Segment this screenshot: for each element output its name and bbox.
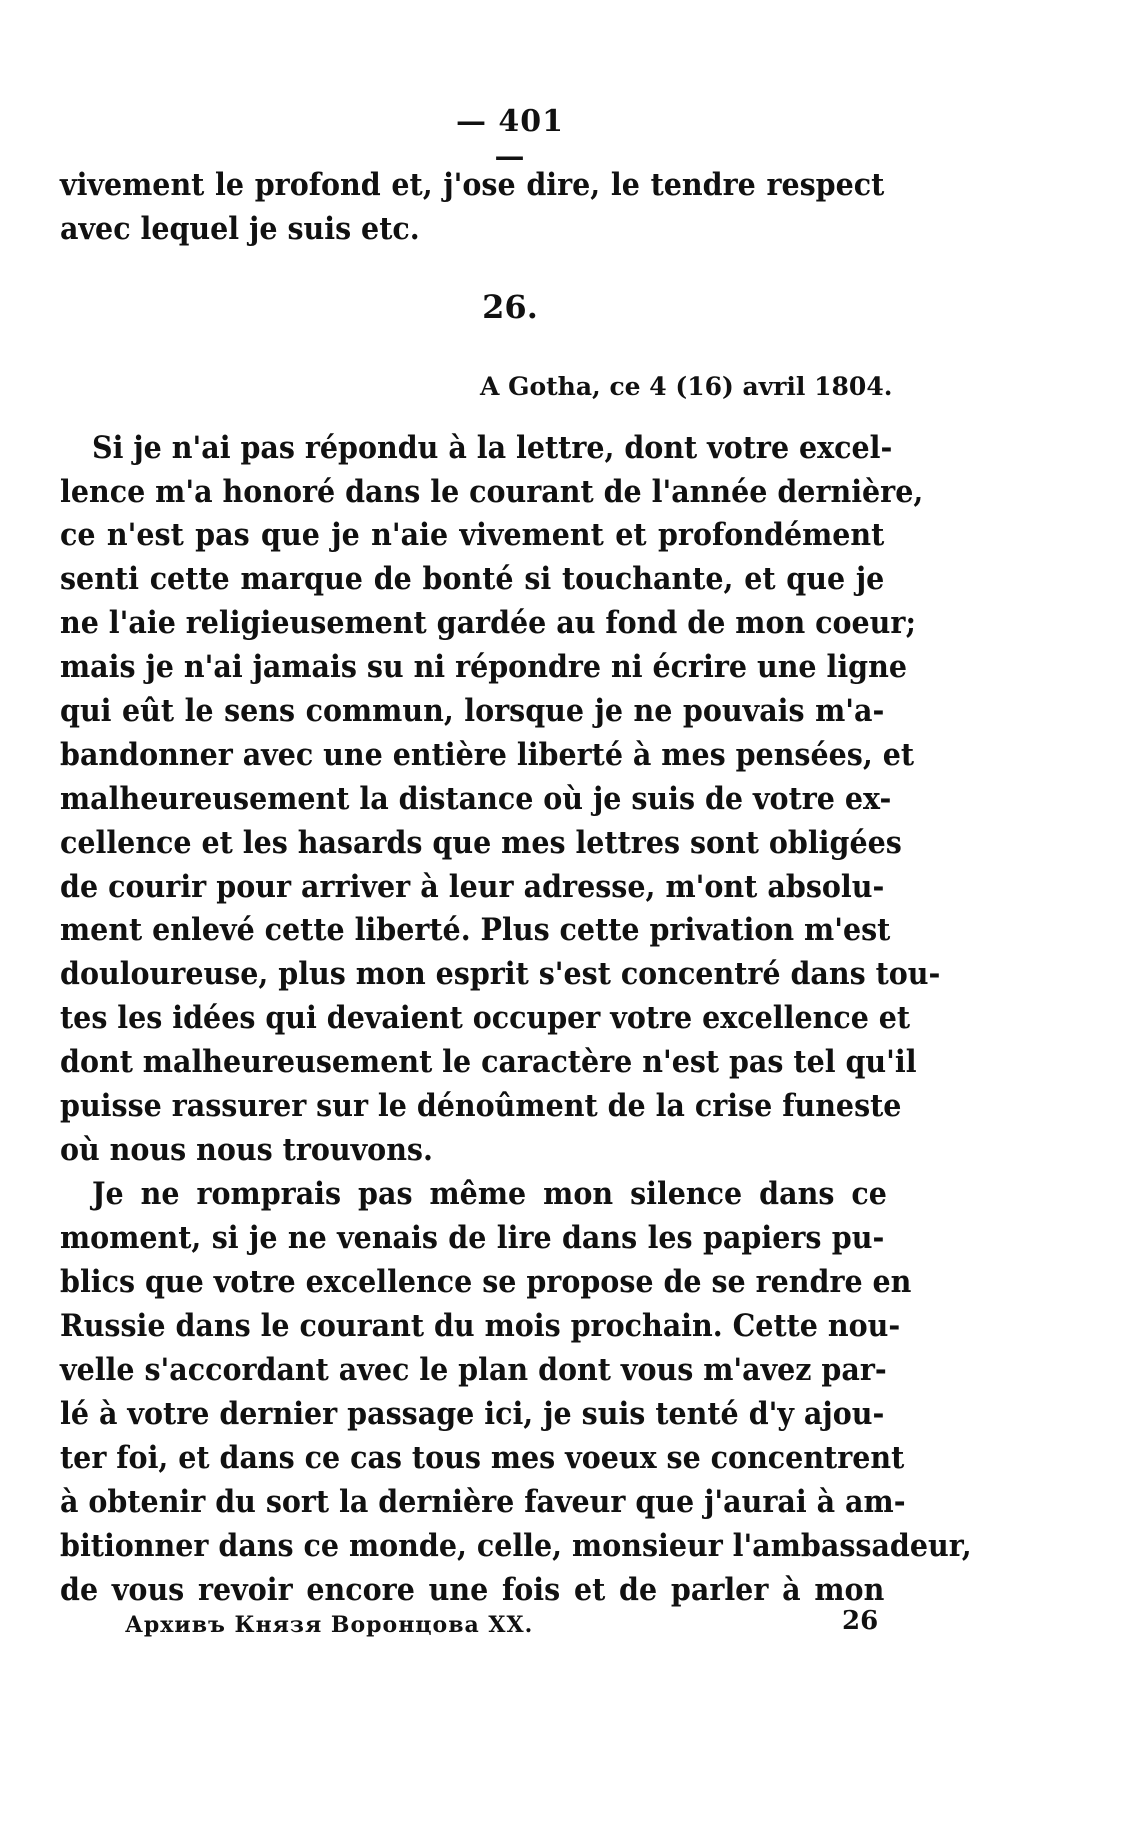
dateline: A Gotha, ce 4 (16) avril 1804.: [480, 372, 893, 401]
text-line: lence m'a honoré dans le courant de l'année dernière,: [60, 474, 924, 510]
text-line: moment, si je ne venais de lire dans les papiers pu-: [60, 1220, 885, 1256]
text-line: tes les idées qui devaient occuper votre excellence et: [60, 1000, 911, 1036]
text-line: senti cette marque de bonté si touchante, et que je: [60, 561, 885, 597]
footer-archive-title: Архивъ Князя Воронцова XX.: [125, 1612, 534, 1638]
text-line: malheureusement la distance où je suis de votre ex-: [60, 781, 892, 817]
text-line: vivement le profond et, j'ose dire, le tendre respect: [60, 167, 885, 203]
text-line: mais je n'ai jamais su ni répondre ni écrire une ligne: [60, 649, 908, 685]
page-number: — 401 —: [455, 104, 565, 174]
text-line: où nous nous trouvons.: [60, 1132, 433, 1168]
letter-number: 26.: [482, 288, 538, 326]
text-line: Si je n'ai pas répondu à la lettre, dont votre excel-: [92, 430, 893, 466]
text-line: ne l'aie religieusement gardée au fond de mon coeur;: [60, 605, 916, 641]
text-line: avec lequel je suis etc.: [60, 211, 420, 247]
text-line: bandonner avec une entière liberté à mes pensées, et: [60, 737, 915, 773]
text-line: qui eût le sens commun, lorsque je ne pouvais m'a-: [60, 693, 885, 729]
text-line: de vous revoir encore une fois et de parler à mon: [60, 1572, 885, 1608]
text-line: puisse rassurer sur le dénoûment de la crise funeste: [60, 1088, 902, 1124]
text-line: Je ne romprais pas même mon silence dans ce: [92, 1176, 887, 1212]
text-line: ce n'est pas que je n'aie vivement et profondément: [60, 517, 885, 553]
text-line: blics que votre excellence se propose de se rendre en: [60, 1264, 912, 1300]
text-line: lé à votre dernier passage ici, je suis tenté d'y ajou-: [60, 1396, 885, 1432]
text-line: douloureuse, plus mon esprit s'est concentré dans tou-: [60, 956, 941, 992]
text-line: Russie dans le courant du mois prochain. Cette nou-: [60, 1308, 901, 1344]
text-line: à obtenir du sort la dernière faveur que j'aurai à am-: [60, 1484, 906, 1520]
text-line: dont malheureusement le caractère n'est pas tel qu'il: [60, 1044, 917, 1080]
text-line: ment enlevé cette liberté. Plus cette privation m'est: [60, 912, 891, 948]
text-line: cellence et les hasards que mes lettres sont obligées: [60, 825, 902, 861]
text-line: ter foi, et dans ce cas tous mes voeux se concentrent: [60, 1440, 905, 1476]
text-line: de courir pour arriver à leur adresse, m'ont absolu-: [60, 869, 885, 905]
text-line: bitionner dans ce monde, celle, monsieur l'ambassadeur,: [60, 1528, 972, 1564]
footer-signature-number: 26: [842, 1606, 879, 1636]
text-line: velle s'accordant avec le plan dont vous m'avez par-: [60, 1352, 887, 1388]
